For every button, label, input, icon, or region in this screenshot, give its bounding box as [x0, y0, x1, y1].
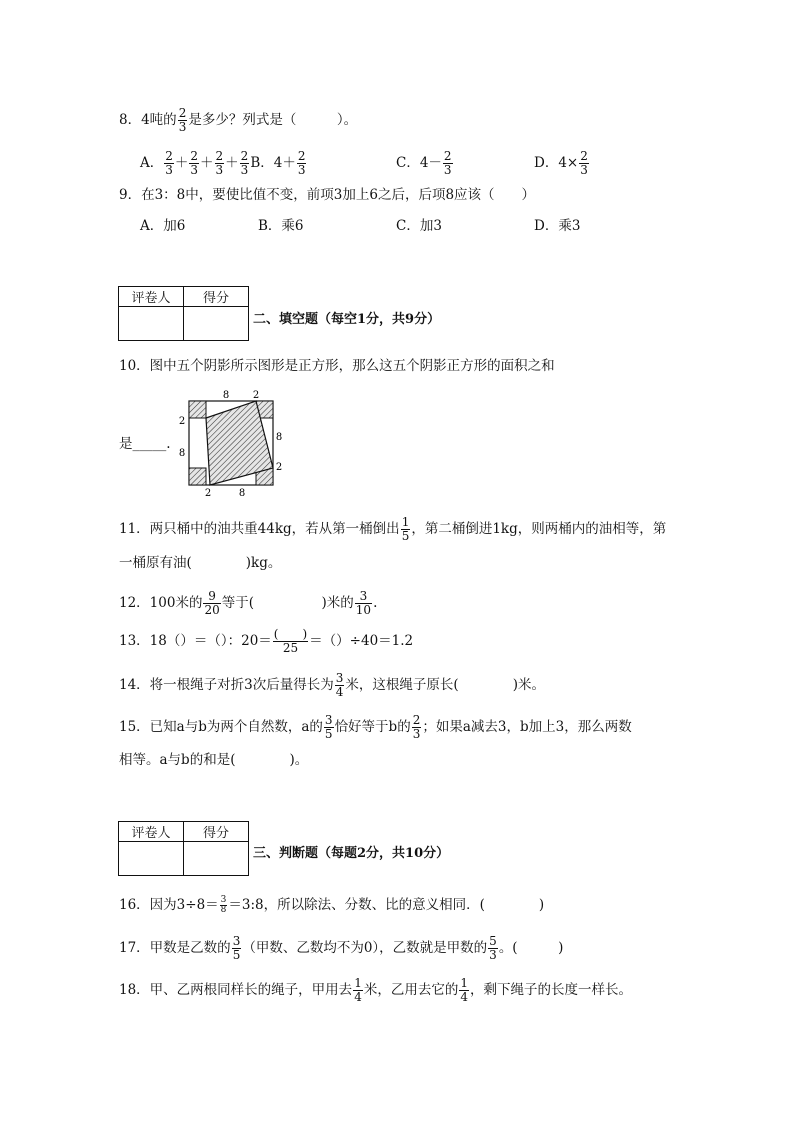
score-cell[interactable]	[184, 842, 249, 876]
numerator: 1	[401, 515, 410, 529]
q14-text-post: 米，这根绳子原长( )米。	[345, 677, 545, 693]
label-top-8: 8	[222, 390, 230, 401]
q18-text-pre: 18．甲、乙两根同样长的绳子，甲用去	[119, 982, 353, 998]
reviewer-label: 评卷人	[119, 287, 184, 307]
q17-text-mid: （甲数、乙数均不为0），乙数就是甲数的	[242, 940, 488, 956]
numerator: 9	[208, 589, 216, 603]
q13-text-pre: 13．18（）＝（）：20＝	[119, 633, 272, 649]
fraction	[488, 935, 498, 962]
question-9: 9．在3：8中，要使比值不变，前项3加上6之后，后项8应该（ ）	[119, 187, 536, 203]
reviewer-cell[interactable]	[119, 307, 184, 341]
numerator: 5	[489, 934, 497, 948]
fraction	[232, 935, 242, 962]
fraction	[401, 516, 411, 543]
denominator: 5	[324, 727, 333, 741]
numerator: 3	[232, 934, 241, 948]
denominator: 3	[489, 948, 497, 962]
denominator: 8	[220, 905, 227, 915]
question-13	[119, 628, 413, 655]
q17-text-pre: 17．甲数是乙数的	[119, 940, 231, 956]
numerator: 2	[190, 149, 199, 163]
q13-text-post: ＝（）÷40＝1.2	[309, 633, 414, 649]
q9-option-b[interactable]: B．乘6	[258, 218, 304, 234]
fraction	[355, 590, 372, 617]
denominator: 25	[273, 641, 308, 655]
numerator: 3	[335, 671, 344, 685]
q8-text-post: 是多少？列式是（ ）。	[188, 112, 358, 128]
fraction	[220, 896, 228, 915]
score-label: 得分	[184, 287, 249, 307]
plus: ＋	[225, 155, 239, 171]
denominator: 10	[355, 603, 372, 617]
question-18	[119, 977, 632, 1004]
section-title-fill-in: 二、填空题（每空1分，共9分）	[253, 312, 441, 327]
plus: ＋	[200, 155, 214, 171]
q18-text-mid: 米，乙用去它的	[363, 982, 459, 998]
denominator: 3	[240, 163, 249, 177]
q15-line2: 相等。a与b的和是( )。	[119, 752, 309, 768]
denominator: 20	[204, 603, 220, 617]
question-8	[119, 107, 357, 134]
label-right-8: 8	[275, 432, 283, 443]
q8-option-d[interactable]	[534, 150, 590, 177]
fraction	[459, 977, 469, 1004]
label-bottom-2: 2	[204, 488, 212, 498]
q10-answer: 是_____.	[119, 436, 171, 452]
question-15	[119, 714, 632, 741]
fraction	[443, 150, 453, 177]
denominator: 5	[232, 948, 241, 962]
q12-text-mid: 等于( )米的	[221, 595, 354, 611]
q18-text-post: ，剩下绳子的长度一样长。	[469, 982, 632, 998]
fraction	[203, 590, 220, 617]
denominator: 5	[401, 529, 410, 543]
question-16	[119, 895, 544, 915]
q15-text-mid: 恰好等于b的	[334, 719, 411, 735]
q9-option-d[interactable]: D．乘3	[534, 218, 581, 234]
question-17	[119, 935, 563, 962]
numerator: 3	[324, 713, 333, 727]
option-label: D．4×	[534, 155, 579, 171]
numerator: 1	[354, 976, 362, 990]
score-box	[118, 286, 249, 341]
q17-text-post: 。( )	[498, 940, 564, 956]
q16-text-post: ＝3:8，所以除法、分数、比的意义相同．( )	[228, 897, 545, 913]
label-left-2: 2	[178, 416, 186, 427]
question-11	[119, 516, 666, 543]
denominator: 3	[297, 163, 306, 177]
reviewer-label: 评卷人	[119, 822, 184, 842]
q15-text-post: ；如果a减去3，b加上3，那么两数	[422, 719, 632, 735]
denominator: 3	[443, 163, 452, 177]
fraction	[189, 150, 199, 177]
fraction	[579, 150, 589, 177]
q8-text-pre: 8．4吨的	[119, 112, 177, 128]
q9-option-c[interactable]: C．加3	[396, 218, 442, 234]
fraction	[297, 150, 307, 177]
numerator: 3	[220, 895, 227, 905]
corner-square	[189, 468, 206, 485]
numerator: 2	[297, 149, 306, 163]
denominator: 3	[580, 163, 588, 177]
fraction	[353, 977, 363, 1004]
numerator: 2	[240, 149, 249, 163]
fraction	[240, 150, 250, 177]
numerator: ( )	[273, 627, 308, 641]
numerator: 2	[178, 106, 187, 120]
label-top-2: 2	[252, 390, 260, 401]
denominator: 4	[335, 685, 344, 699]
q12-text-pre: 12．100米的	[119, 595, 203, 611]
q11-text-b: ，第二桶倒进1kg，则两桶内的油相等，第	[411, 521, 667, 537]
denominator: 4	[460, 990, 468, 1004]
numerator: 2	[580, 149, 588, 163]
fraction	[273, 628, 308, 655]
fraction	[215, 150, 225, 177]
q14-text-pre: 14．将一根绳子对折3次后量得长为	[119, 677, 334, 693]
numerator: 2	[443, 149, 452, 163]
option-label: A．	[140, 155, 164, 171]
score-label: 得分	[184, 822, 249, 842]
fraction	[335, 672, 345, 699]
option-b-label[interactable]: B．4＋	[250, 155, 296, 171]
q15-text-pre: 15．已知a与b为两个自然数，a的	[119, 719, 323, 735]
option-label: C．4－	[396, 155, 442, 171]
numerator: 1	[460, 976, 468, 990]
q8-option-a[interactable]	[140, 150, 307, 177]
denominator: 3	[178, 120, 187, 134]
q9-option-a[interactable]: A．加6	[140, 218, 186, 234]
denominator: 3	[215, 163, 224, 177]
question-12	[119, 590, 377, 617]
q16-text-pre: 16．因为3÷8＝	[119, 897, 219, 913]
q11-text-a: 11．两只桶中的油共重44kg，若从第一桶倒出	[119, 521, 400, 537]
fraction	[412, 714, 422, 741]
fraction	[324, 714, 334, 741]
denominator: 3	[190, 163, 199, 177]
denominator: 3	[412, 727, 421, 741]
reviewer-cell[interactable]	[119, 842, 184, 876]
denominator: 3	[165, 163, 173, 177]
q12-text-post: .	[373, 595, 378, 611]
label-right-2: 2	[275, 462, 283, 473]
squares-figure	[174, 388, 286, 498]
score-cell[interactable]	[184, 307, 249, 341]
numerator: 2	[412, 713, 421, 727]
label-left-8: 8	[178, 448, 186, 459]
question-10: 10．图中五个阴影所示图形是正方形，那么这五个阴影正方形的面积之和	[119, 358, 555, 374]
fraction	[164, 150, 174, 177]
question-14	[119, 672, 545, 699]
numerator: 2	[215, 149, 224, 163]
score-box	[118, 821, 249, 876]
fraction	[178, 107, 188, 134]
section-title-judgment: 三、判断题（每题2分，共10分）	[253, 846, 450, 861]
q8-option-c[interactable]	[396, 150, 454, 177]
numerator: 3	[359, 589, 368, 603]
q11-line2: 一桶原有油( )kg。	[119, 555, 282, 571]
numerator: 2	[165, 149, 173, 163]
corner-square	[189, 401, 206, 418]
plus: ＋	[174, 155, 189, 171]
label-bottom-8: 8	[238, 488, 246, 498]
denominator: 4	[354, 990, 362, 1004]
